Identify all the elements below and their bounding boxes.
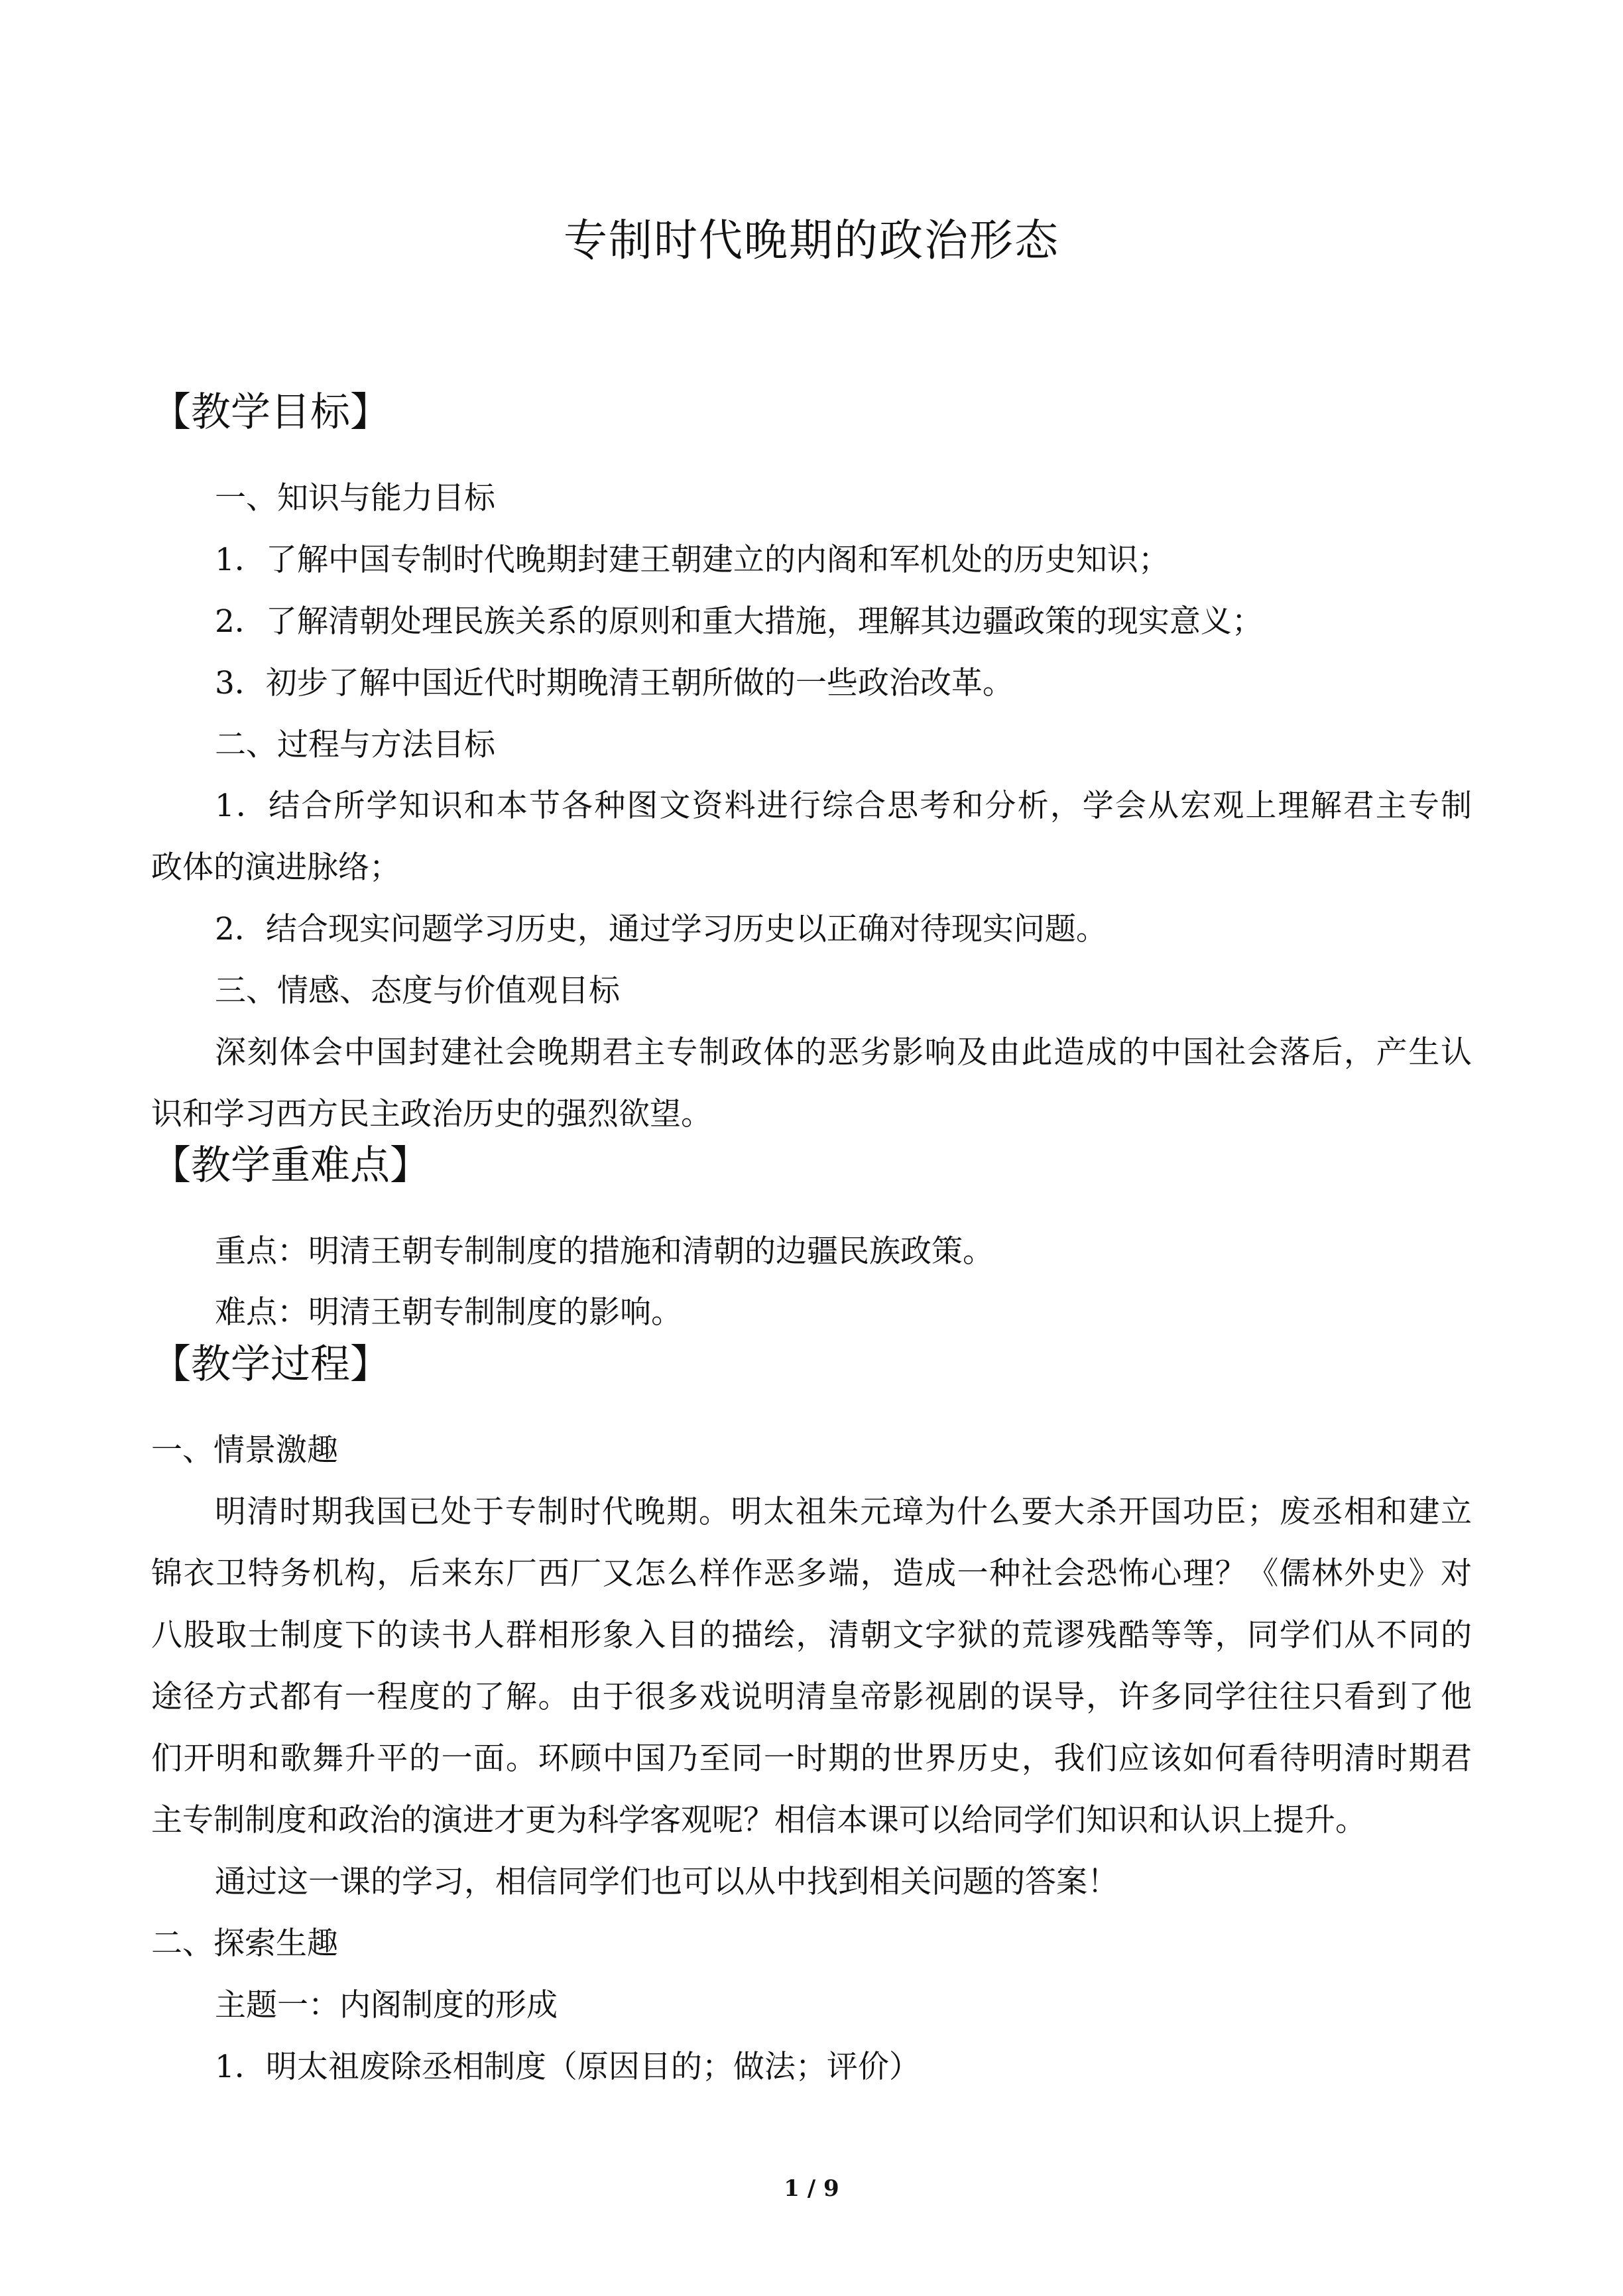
paragraph-line: 途径方式都有一程度的了解。由于很多戏说明清皇帝影视剧的误导，许多同学往往只看到了他 bbox=[151, 1679, 1472, 1715]
section-heading-objectives: 【教学目标】 bbox=[151, 389, 390, 436]
objective-item: 1．了解中国专制时代晚期封建王朝建立的内阁和军机处的历史知识； bbox=[215, 542, 1170, 578]
paragraph-line: 八股取士制度下的读书人群相形象入目的描绘，清朝文字狱的荒谬残酷等等，同学们从不同的 bbox=[151, 1617, 1472, 1654]
section-heading-process: 【教学过程】 bbox=[151, 1341, 390, 1388]
topic-title: 主题一：内阁制度的形成 bbox=[215, 1987, 558, 2024]
paragraph-line: 深刻体会中国封建社会晚期君主专制政体的恶劣影响及由此造成的中国社会落后，产生认 bbox=[215, 1034, 1472, 1071]
subheading-exploration: 二、探索生趣 bbox=[151, 1925, 338, 1962]
paragraph-line: 明清时期我国已处于专制时代晚期。明太祖朱元璋为什么要大杀开国功臣；废丞相和建立 bbox=[215, 1494, 1472, 1530]
objective-item-continued: 政体的演进脉络； bbox=[151, 849, 400, 886]
paragraph-line: 识和学习西方民主政治历史的强烈欲望。 bbox=[151, 1096, 712, 1132]
paragraph-line: 通过这一课的学习，相信同学们也可以从中找到相关问题的答案！ bbox=[215, 1864, 1118, 1900]
paragraph-line: 们开明和歌舞升平的一面。环顾中国乃至同一时期的世界历史，我们应该如何看待明清时期君 bbox=[151, 1740, 1472, 1777]
difficult-point: 难点：明清王朝专制制度的影响。 bbox=[215, 1294, 682, 1331]
section-heading-key-points: 【教学重难点】 bbox=[151, 1142, 430, 1189]
page-number: 1 / 9 bbox=[784, 2175, 839, 2202]
key-point: 重点：明清王朝专制制度的措施和清朝的边疆民族政策。 bbox=[215, 1233, 994, 1270]
subheading-scenario: 一、情景激趣 bbox=[151, 1432, 338, 1469]
objective-item: 2．结合现实问题学习历史，通过学习历史以正确对待现实问题。 bbox=[215, 911, 1107, 947]
subheading-process-method: 二、过程与方法目标 bbox=[215, 727, 495, 763]
objective-item: 1．结合所学知识和本节各种图文资料进行综合思考和分析，学会从宏观上理解君主专制 bbox=[215, 788, 1472, 824]
topic-item: 1．明太祖废除丞相制度（原因目的；做法；评价） bbox=[215, 2049, 920, 2085]
paragraph-line: 主专制制度和政治的演进才更为科学客观呢？相信本课可以给同学们知识和认识上提升。 bbox=[151, 1802, 1366, 1839]
document-title: 专制时代晚期的政治形态 bbox=[564, 215, 1059, 266]
objective-item: 3．初步了解中国近代时期晚清王朝所做的一些政治改革。 bbox=[215, 665, 1014, 701]
paragraph-line: 锦衣卫特务机构，后来东厂西厂又怎么样作恶多端，造成一种社会恐怖心理？《儒林外史》对 bbox=[151, 1555, 1472, 1592]
subheading-emotion-values: 三、情感、态度与价值观目标 bbox=[215, 973, 620, 1009]
objective-item: 2．了解清朝处理民族关系的原则和重大措施，理解其边疆政策的现实意义； bbox=[215, 603, 1263, 640]
subheading-knowledge: 一、知识与能力目标 bbox=[215, 480, 495, 516]
